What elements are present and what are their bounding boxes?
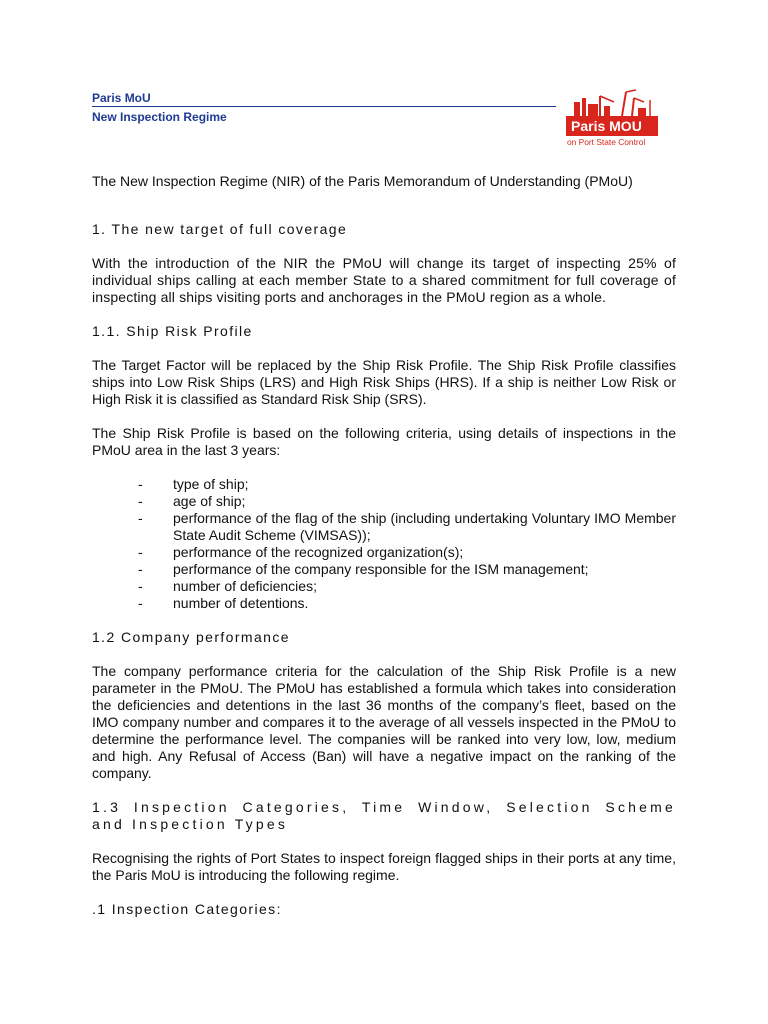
document-header bbox=[92, 91, 556, 127]
section-1-1-paragraph-1: The Target Factor will be replaced by the Ship Risk Profile. The Ship Risk Profile classifies ships into Low Risk Ships (LRS) and High Risk Ships (HRS). If a ship is neither Low Risk or High Risk it is classified as Standard Risk Ship (SRS). bbox=[92, 357, 676, 407]
section-heading-1-3-1: .1 Inspection Categories: bbox=[92, 901, 282, 917]
doc-title: The New Inspection Regime (NIR) of the Paris Memorandum of Understanding (PMoU) bbox=[92, 173, 633, 189]
section-heading-1-3: 1.3 Inspection Categories, Time Window, Selection Scheme and Inspection Types bbox=[92, 799, 676, 832]
logo-name: Paris MOU bbox=[571, 118, 642, 134]
list-item: - performance of the recognized organization(s); bbox=[138, 544, 464, 560]
section-1-paragraph: With the introduction of the NIR the PMoU will change its target of inspecting 25% of individual ships calling at each member State to a shared commitment for full coverage of inspecting all ships visiting ports and anchorages in the PMoU region as a whole. bbox=[92, 255, 676, 305]
section-heading-1-2: 1.2 Company performance bbox=[92, 629, 290, 645]
section-heading-1-1: 1.1. Ship Risk Profile bbox=[92, 323, 253, 339]
document-body bbox=[92, 173, 676, 918]
list-item: - age of ship; bbox=[138, 493, 246, 509]
header-subtitle: New Inspection Regime bbox=[92, 110, 227, 124]
list-item: - performance of the company responsible for the ISM management; bbox=[138, 561, 589, 577]
section-1-1-paragraph-2: The Ship Risk Profile is based on the following criteria, using details of inspections in the PMoU area in the last 3 years: bbox=[92, 425, 676, 458]
criteria-list bbox=[92, 476, 676, 612]
paris-mou-logo-graphic bbox=[566, 88, 662, 148]
section-1-2-paragraph: The company performance criteria for the calculation of the Ship Risk Profile is a new parameter in the PMoU. The PMoU has established a formula which takes into consideration the deficiencies and detentions in the last 36 months of the company’s fleet, based on the IMO company number and compares it to the average of all vessels inspected in the PMoU to determine the performance level. The companies will be ranked into very low, low, medium and high. Any Refusal of Access (Ban) will have a negative impact on the ranking of the company. bbox=[92, 663, 676, 781]
section-heading-1: 1. The new target of full coverage bbox=[92, 221, 348, 237]
header-org: Paris MoU bbox=[92, 91, 151, 105]
list-item: - performance of the flag of the ship (including undertaking Voluntary IMO Member State Audit Scheme (VIMSAS)); bbox=[138, 510, 676, 543]
list-item: - number of deficiencies; bbox=[138, 578, 317, 594]
logo-tagline: on Port State Control bbox=[567, 137, 646, 147]
section-1-3-paragraph: Recognising the rights of Port States to inspect foreign flagged ships in their ports at any time, the Paris MoU is introducing the following regime. bbox=[92, 850, 676, 883]
paris-mou-logo bbox=[566, 88, 662, 148]
list-item: - type of ship; bbox=[138, 476, 249, 492]
list-item: - number of detentions. bbox=[138, 595, 309, 611]
